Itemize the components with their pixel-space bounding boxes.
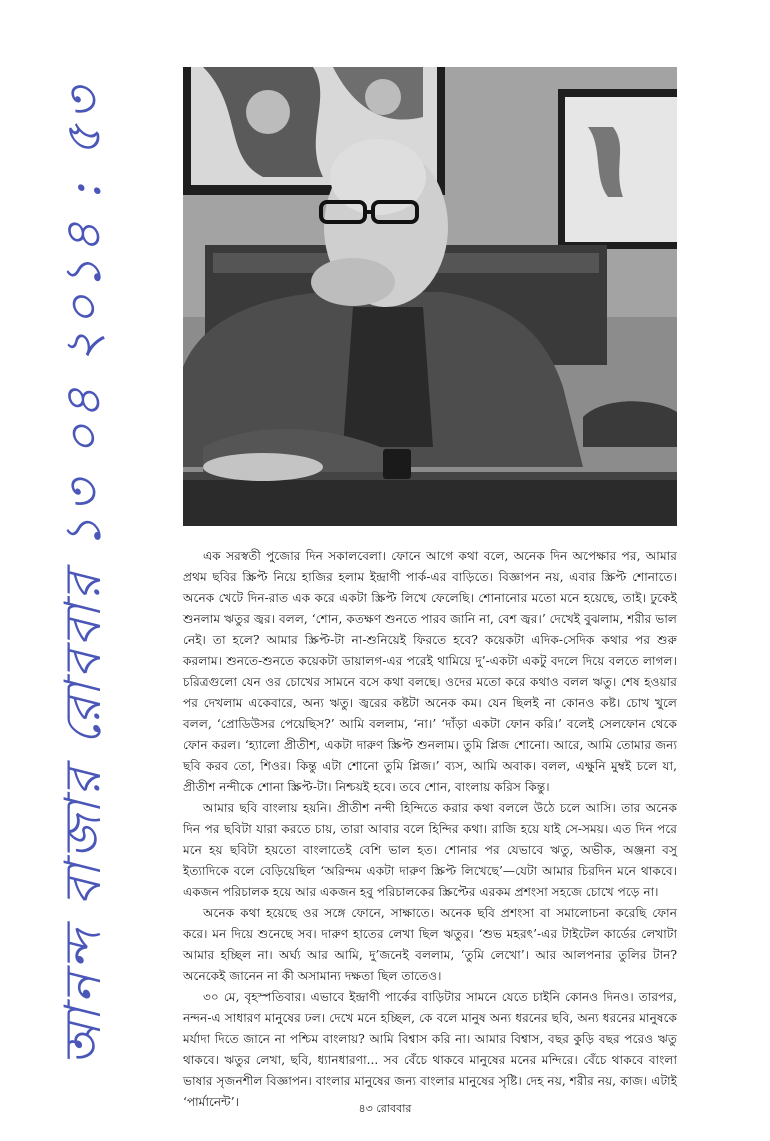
article-paragraph: আমার ছবি বাংলায় হয়নি। প্রীতীশ নন্দী হিন্দিতে করার কথা বললে উঠে চলে আসি। তার অনেক দিন পর ছবিটা যারা করতে চায়, তারা আবার বলে হিন্দির কথা। রাজি হয়ে যাই সে-সময়। এত দিন পরে মনে হয় ছবিটা হয়তো বাংলাতেই বেশি ভাল হত। শোনার পর যেভাবে ঋতু, অভীক, অঞ্জনা বসু ইত্যাদিকে বলে বেড়িয়েছিল ‘অরিন্দম একটা দারুণ স্ক্রিপ্ট লিখেছে’—যেটা আমার চিরদিন মনে থাকবে। একজন পরিচালক হয়ে আর একজন হবু পরিচালকের স্ক্রিপ্টের এরকম প্রশংসা সহজে চোখে পড়ে না। — [183, 801, 677, 899]
margin-note-text: আনন্দ বাজার রোববার ১৩ ০৪ ২০১৪ : ৫৩ — [53, 83, 112, 1067]
page-footer: ৪৩ রোববার — [358, 1102, 412, 1115]
handwritten-margin-note — [22, 60, 152, 1090]
portrait-photo — [183, 67, 677, 526]
article-body — [183, 546, 677, 1113]
article-paragraph: ৩০ মে, বৃহস্পতিবার। এভাবে ইন্দ্রাণী পার্কের বাড়িটার সামনে যেতে চাইনি কোনও দিনও। তারপর, নন্দন-এ সাধারণ মানুষের ঢল। দেখে মনে হচ্ছিল, কে বলে মানুষ অন্য ধরনের ছবি, অন্য ধরনের মানুষকে মর্যাদা দিতে জানে না পশ্চিম বাংলায়? আমি বিশ্বাস করি না। আমার বিশ্বাস, বছর কুড়ি বছর পরেও ঋতু থাকবে। ঋতুর লেখা, ছবি, ধ্যানধারণা... সব বেঁচে থাকবে মানুষের মনের মন্দিরে। বেঁচে থাকবে বাংলা ভাষার সৃজনশীল বিজ্ঞাপন। বাংলার মানুষের জন্য বাংলার মানুষের সৃষ্টি। দেহ নয়, শরীর নয়, কাজ। এটাই ‘পার্মানেন্ট’। — [183, 990, 677, 1109]
portrait-photo-graphic — [183, 67, 677, 526]
article-paragraph: অনেক কথা হয়েছে ওর সঙ্গে ফোনে, সাক্ষাতে। অনেক ছবি প্রশংসা বা সমালোচনা করেছি ফোন করে। মন দিয়ে শুনেছে সব। দারুণ হাতের লেখা ছিল ঋতুর। ‘শুভ মহরৎ’-এর টাইটেল কার্ডের লেখাটা আমার হচ্ছিল না। অর্ঘ্য আর আমি, দু’জনেই বললাম, ‘তুমি লেখো’। আর আলপনার তুলির টান? অনেকেই জানেন না কী অসামান্য দক্ষতা ছিল তাতেও। — [183, 906, 677, 983]
article-paragraph: এক সরস্বতী পুজোর দিন সকালবেলা। ফোনে আগে কথা বলে, অনেক দিন অপেক্ষার পর, আমার প্রথম ছবির স্ক্রিপ্ট নিয়ে হাজির হলাম ইন্দ্রাণী পার্ক-এর বাড়িতে। বিজ্ঞাপন নয়, এবার স্ক্রিপ্ট শোনাতে। অনেক খেটে দিন-রাত এক করে একটা স্ক্রিপ্ট লিখে ফেলেছি। শোনানোর মতো মনে হয়েছে, তাই। ঢুকেই শুনলাম ঋতুর জ্বর। বলল, ‘শোন, কতক্ষণ শুনতে পারব জানি না, বেশ জ্বর।’ দেখেই বুঝলাম, শরীর ভাল নেই। তা হলে? আমার স্ক্রিপ্ট-টা না-শুনিয়েই ফিরতে হবে? কয়েকটা এদিক-সেদিক কথার পর শুরু করলাম। শুনতে-শুনতে কয়েকটা ডায়ালগ-এর পরেই থামিয়ে দু’-একটা একটু বদলে দিয়ে বলতে লাগল। চরিত্রগুলো যেন ওর চোখের সামনে বসে কথা বলছে। ওদের মতো করে কথাও বলল ঋতু। শেষ হওয়ার পর দেখলাম একেবারে, অন্য ঋতু। জ্বরের কষ্টটা অনেক কম। যেন ছিলই না কোনও কষ্ট। চোখ খুলে বলল, ‘প্রোডিউসর পেয়েছিস?’ আমি বললাম, ‘না।’ ‘দাঁড়া একটা ফোন করি।’ বলেই সেলফোন থেকে ফোন করল। ‘হ্যালো প্রীতীশ, একটা দারুণ স্ক্রিপ্ট শুনলাম। তুমি প্লিজ শোনো। আরে, আমি তোমার জন্য ছবি করব তো, শিওর। কিন্তু এটা শোনো তুমি প্লিজ।’ ব্যস, আমি অবাক। বলল, এক্ষুনি মুম্বই চলে যা, প্রীতীশ নন্দীকে শোনা স্ক্রিপ্ট-টা। নিশ্চয়ই হবে। তবে শোন, বাংলায় করিস কিন্তু। — [183, 549, 677, 794]
